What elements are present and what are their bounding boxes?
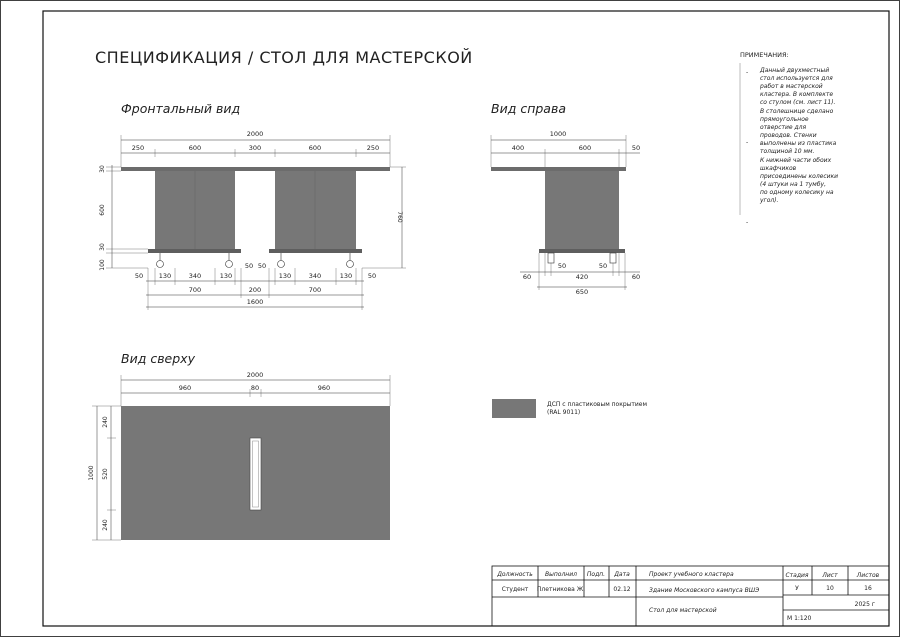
front-bottom-dim-6: 50 — [257, 262, 267, 270]
title-block — [492, 566, 889, 626]
top-left-overall-dim: 1000 — [88, 465, 95, 481]
stamp-stage: У — [795, 585, 799, 592]
cable-slot — [250, 438, 261, 510]
front-mid-dim-3: 700 — [308, 286, 322, 294]
note-2-line-4: проводов. Стенки — [760, 132, 817, 139]
front-dim-4: 600 — [308, 144, 322, 152]
legend-text-line1: ДСП с пластиковым покрытием — [547, 401, 648, 408]
note-3-line-3: присоединены колесики — [760, 173, 839, 180]
notes-heading: ПРИМЕЧАНИЯ: — [740, 51, 789, 59]
front-total-dim: 1600 — [246, 298, 264, 306]
note-1-line-5: со стулом (см. лист 11). — [760, 99, 836, 106]
side-view — [491, 101, 640, 296]
front-mid-dim-2: 200 — [248, 286, 262, 294]
side-bottom-dim-4: 50 — [598, 262, 608, 270]
note-3-line-4: (4 штуки на 1 тумбу, — [760, 181, 826, 188]
stamp-header-done-by: Выполнил — [545, 571, 577, 578]
front-bottom-dim-8: 340 — [308, 272, 322, 280]
stamp-header-sign: Подп. — [586, 571, 606, 578]
side-total-dim: 650 — [575, 288, 589, 296]
front-overall-dim: 2000 — [246, 130, 264, 138]
note-3-line-5: по одному колесику на — [760, 189, 834, 196]
side-bottom-dim-5: 60 — [631, 273, 641, 281]
stamp-sheet-number: 10 — [826, 585, 834, 592]
side-view-label: Вид справа — [491, 101, 566, 116]
note-3-line-2: шкафчиков — [760, 165, 797, 172]
top-view-label: Вид сверху — [121, 351, 195, 366]
note-2-line-5: выполнены из пластика — [760, 140, 837, 147]
side-tabletop — [491, 167, 626, 171]
front-bottom-dim-1: 50 — [134, 272, 144, 280]
stamp-position: Студент — [501, 586, 529, 593]
front-dim-1: 250 — [131, 144, 145, 152]
side-dim-1: 400 — [511, 144, 525, 152]
top-left-dim-3: 240 — [102, 519, 109, 531]
stamp-author: Плетникова Ж. — [536, 586, 586, 593]
front-dim-2: 600 — [188, 144, 202, 152]
front-dim-3: 300 — [248, 144, 262, 152]
stamp-header-sheets: Листов — [856, 572, 880, 579]
front-mid-dim-1: 700 — [188, 286, 202, 294]
stamp-header-position: Должность — [497, 571, 533, 578]
top-dim-2: 80 — [250, 384, 260, 392]
front-left-dim-3: 30 — [99, 243, 106, 251]
material-legend — [492, 399, 647, 418]
stamp-sheet-title: Стол для мастерской — [649, 607, 717, 614]
top-left-dim-2: 520 — [102, 468, 109, 480]
front-left-dim-1: 30 — [99, 165, 106, 173]
side-bottom-dim-2: 50 — [557, 262, 567, 270]
stamp-building: Здание Московского кампуса ВШЭ — [649, 587, 760, 594]
note-2-line-6: толщиной 10 мм. — [760, 148, 815, 155]
front-right-dim: 760 — [396, 211, 403, 223]
front-dim-5: 250 — [366, 144, 380, 152]
side-dim-2: 600 — [578, 144, 592, 152]
sheet-title: СПЕЦИФИКАЦИЯ / СТОЛ ДЛЯ МАСТЕРСКОЙ — [95, 48, 473, 67]
note-1-line-1: Данный двухместный — [760, 67, 830, 74]
stamp-header-stage: Стадия — [785, 572, 809, 579]
legend-swatch — [492, 399, 536, 418]
svg-text:-: - — [746, 219, 749, 226]
top-view — [88, 351, 390, 540]
stamp-header-sheet: Лист — [822, 572, 838, 579]
front-right-cabinet — [275, 171, 356, 249]
side-bottom-dim-3: 420 — [575, 273, 589, 281]
front-bottom-dim-3: 340 — [188, 272, 202, 280]
front-bottom-dim-2: 130 — [158, 272, 172, 280]
top-left-dim-1: 240 — [102, 416, 109, 428]
note-1-line-4: кластера. В комплекте — [760, 91, 834, 98]
front-tabletop — [121, 167, 390, 171]
front-left-dim-2: 600 — [99, 204, 106, 216]
side-overall-dim: 1000 — [549, 130, 567, 138]
note-1-line-3: работ в мастерской — [760, 83, 823, 90]
note-1-line-2: стол используется для — [760, 75, 833, 82]
front-left-base — [148, 249, 241, 253]
stamp-header-date: Дата — [614, 571, 630, 578]
stamp-project: Проект учебного кластера — [649, 571, 734, 578]
front-view — [99, 101, 406, 310]
side-dim-3: 50 — [631, 144, 641, 152]
side-bottom-dim-1: 60 — [522, 273, 532, 281]
side-base — [539, 249, 625, 253]
front-right-base — [269, 249, 362, 253]
stamp-date: 02.12 — [613, 586, 631, 593]
front-bottom-dim-10: 50 — [367, 272, 377, 280]
side-cabinet — [545, 171, 619, 249]
svg-text:-: - — [746, 139, 749, 146]
svg-text:-: - — [746, 69, 749, 76]
stamp-year: 2025 г — [854, 601, 875, 608]
front-view-label: Фронтальный вид — [121, 101, 241, 116]
notes — [740, 51, 838, 226]
front-bottom-dim-7: 130 — [278, 272, 292, 280]
front-bottom-dim-5: 50 — [244, 262, 254, 270]
front-left-dim-4: 100 — [99, 259, 106, 271]
top-dim-3: 960 — [317, 384, 331, 392]
note-2-line-3: отверстие для — [760, 124, 807, 131]
stamp-sheet-total: 16 — [864, 585, 872, 592]
note-3-line-6: угол). — [760, 197, 779, 204]
note-2-line-2: прямоугольное — [760, 116, 809, 123]
note-2-line-1: В столешнице сделано — [760, 108, 834, 115]
top-dim-1: 960 — [178, 384, 192, 392]
legend-text-line2: (RAL 9011) — [547, 409, 581, 416]
front-bottom-dim-4: 130 — [219, 272, 233, 280]
stamp-scale: М 1:120 — [787, 615, 812, 622]
front-bottom-dim-9: 130 — [339, 272, 353, 280]
top-overall-dim: 2000 — [246, 371, 264, 379]
note-3-line-1: К нижней части обоих — [760, 157, 832, 164]
front-casters — [157, 253, 354, 268]
